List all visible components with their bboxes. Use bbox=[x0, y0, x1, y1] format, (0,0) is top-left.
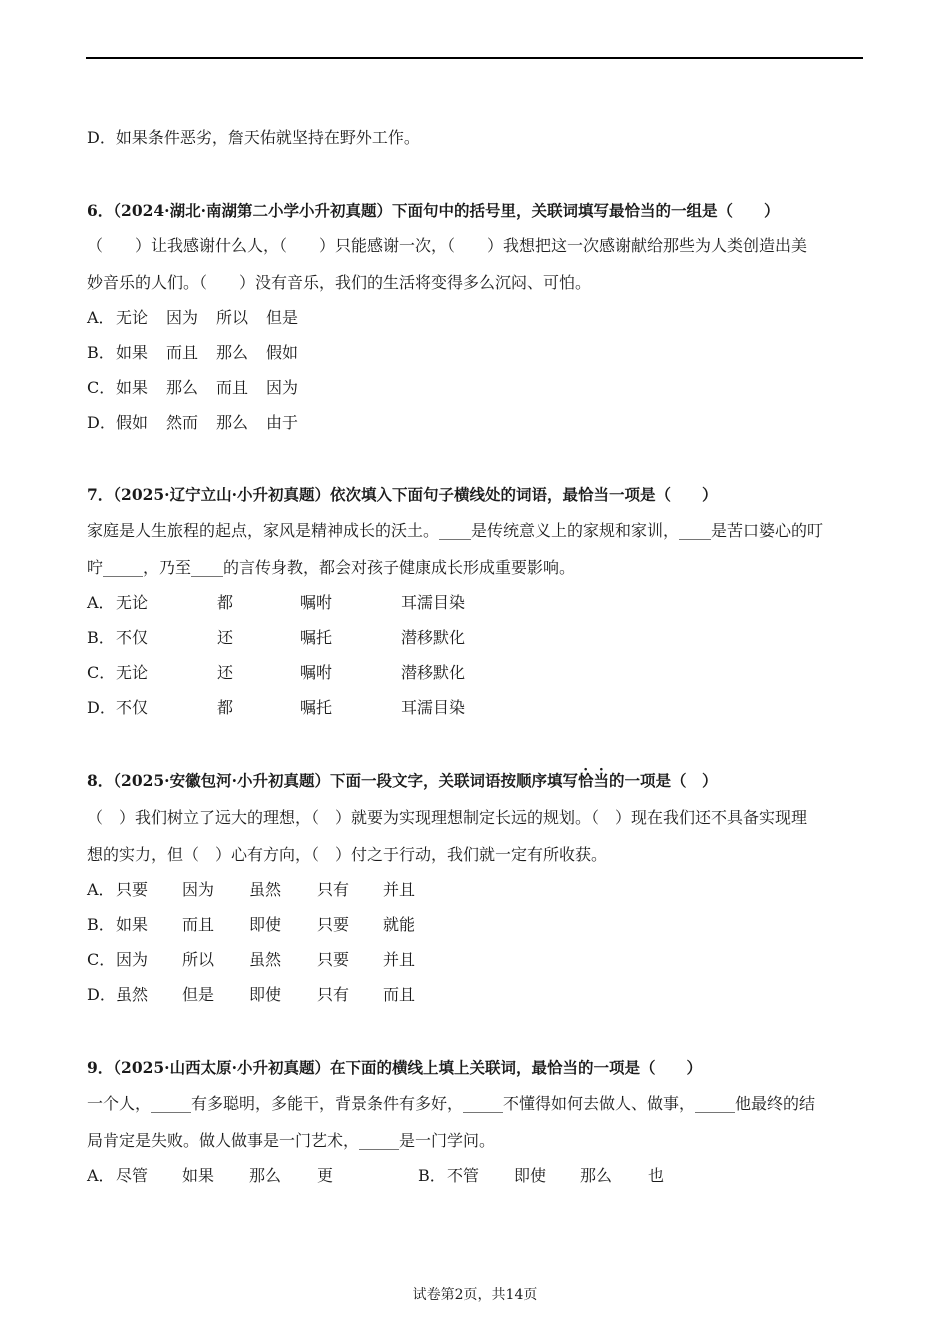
q9-passage-line1: 一个人，_____有多聪明，多能干，背景条件有多好，_____不懂得如何去做人、做事，_____他最终的结 bbox=[87, 1094, 816, 1113]
q7-passage-line1: 家庭是人生旅程的起点，家风是精神成长的沃土。____是传统意义上的家规和家训，____是苦口婆心的叮 bbox=[87, 521, 824, 540]
q8-stem: 8．（2025·安徽包河·小升初真题）下面一段文字，关联词语按顺序填写恰当的一项是（ ） bbox=[87, 771, 718, 790]
emphasis-dot-char: 恰 bbox=[577, 771, 594, 790]
q6-passage-line1: （ ）让我感谢什么人，（ ）只能感谢一次，（ ）我想把这一次感谢献给那些为人类创造出美 bbox=[87, 236, 808, 255]
header-rule bbox=[86, 57, 863, 59]
q8-passage-line2: 想的实力，但（ ）心有方向，（ ）付之于行动，我们就一定有所收获。 bbox=[87, 845, 608, 864]
q5-option-d: D．如果条件恶劣，詹天佑就坚持在野外工作。 bbox=[87, 128, 420, 147]
q8-passage-line1: （ ）我们树立了远大的理想，（ ）就要为实现理想制定长远的规划。（ ）现在我们还不具备实现理 bbox=[87, 808, 808, 827]
page-footer: 试卷第2页，共14页 bbox=[412, 1287, 538, 1303]
q6-passage-line2: 妙音乐的人们。（ ）没有音乐，我们的生活将变得多么沉闷、可怕。 bbox=[87, 273, 592, 292]
q9-option-b-label: B． bbox=[418, 1166, 446, 1185]
q9-stem: 9．（2025·山西太原·小升初真题）在下面的横线上填上关联词，最恰当的一项是（ ） bbox=[87, 1058, 702, 1077]
q6-stem: 6．（2024·湖北·南湖第二小学小升初真题）下面句中的括号里，关联词填写最恰当的一组是（ ） bbox=[87, 201, 780, 220]
q7-stem: 7．（2025·辽宁立山·小升初真题）依次填入下面句子横线处的词语，最恰当一项是（ ） bbox=[87, 485, 718, 504]
q9-passage-line2: 局肯定是失败。做人做事是一门艺术，_____是一门学问。 bbox=[87, 1131, 496, 1150]
emphasis-dot-char: 当 bbox=[593, 771, 610, 790]
q9-option-a-label: A． bbox=[87, 1166, 115, 1185]
q7-passage-line2: 咛_____，乃至____的言传身教，都会对孩子健康成长形成重要影响。 bbox=[87, 558, 576, 577]
